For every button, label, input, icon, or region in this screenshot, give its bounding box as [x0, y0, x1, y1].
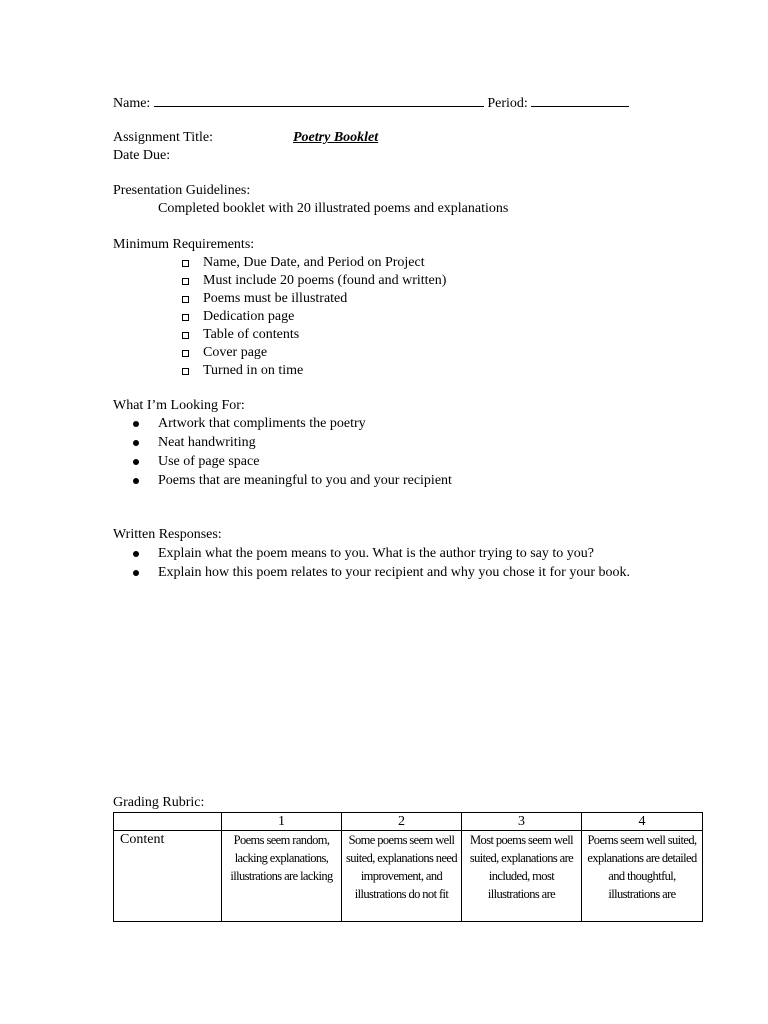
rubric-header-cell: [114, 813, 222, 831]
checkbox-icon: [182, 260, 189, 267]
list-item: Must include 20 poems (found and written): [180, 272, 446, 290]
checkbox-icon: [182, 350, 189, 357]
name-period-line: [113, 93, 629, 113]
looking-for-heading: What I’m Looking For:: [113, 398, 245, 413]
bullet-icon: [133, 570, 139, 576]
rubric-cell: Some poems seem well suited, explanations need improvement, and illustrations do not fit: [342, 831, 462, 922]
presentation-text: Completed booklet with 20 illustrated poems and explanations: [158, 201, 509, 216]
period-field[interactable]: [531, 93, 629, 107]
rubric-cell: Poems seem well suited, explanations are detailed and thoughtful, illustrations are: [582, 831, 703, 922]
rubric-header-row: [114, 813, 703, 831]
checkbox-icon: [182, 368, 189, 375]
rubric-header-cell: 4: [582, 813, 703, 831]
rubric-header-cell: 1: [222, 813, 342, 831]
name-label: Name:: [113, 96, 151, 111]
rubric-row-label: Content: [114, 831, 222, 922]
list-item: Poems must be illustrated: [180, 290, 446, 308]
list-item: Dedication page: [180, 308, 446, 326]
checkbox-icon: [182, 314, 189, 321]
assignment-title-line: [113, 129, 213, 147]
list-item: Name, Due Date, and Period on Project: [180, 254, 446, 272]
rubric-header-cell: 3: [462, 813, 582, 831]
bullet-icon: [133, 440, 139, 446]
bullet-icon: [133, 459, 139, 465]
rubric-cell: Most poems seem well suited, explanations are included, most illustrations are: [462, 831, 582, 922]
presentation-heading: Presentation Guidelines:: [113, 183, 251, 198]
bullet-icon: [133, 421, 139, 427]
requirements-list: [180, 254, 446, 380]
date-due-label: Date Due:: [113, 148, 171, 163]
requirements-heading: Minimum Requirements:: [113, 237, 255, 252]
list-item: Table of contents: [180, 326, 446, 344]
list-item: Use of page space: [131, 453, 452, 472]
period-label: Period:: [487, 96, 528, 111]
list-item: Explain how this poem relates to your recipient and why you chose it for your book.: [131, 564, 631, 583]
list-item: Cover page: [180, 344, 446, 362]
list-item: Explain what the poem means to you. What is the author trying to say to you?: [131, 545, 631, 564]
looking-for-list: [131, 415, 452, 491]
table-row: [114, 831, 703, 922]
list-item: Neat handwriting: [131, 434, 452, 453]
rubric-header-cell: 2: [342, 813, 462, 831]
assignment-title-label: Assignment Title:: [113, 130, 213, 145]
rubric-heading: Grading Rubric:: [113, 795, 205, 810]
written-list: [131, 545, 631, 583]
checkbox-icon: [182, 332, 189, 339]
checkbox-icon: [182, 278, 189, 285]
list-item: Turned in on time: [180, 362, 446, 380]
written-heading: Written Responses:: [113, 527, 222, 542]
rubric-table: [113, 812, 703, 922]
name-field[interactable]: [154, 93, 484, 107]
checkbox-icon: [182, 296, 189, 303]
bullet-icon: [133, 551, 139, 557]
rubric-cell: Poems seem random, lacking explanations, illustrations are lacking: [222, 831, 342, 922]
list-item: Poems that are meaningful to you and your recipient: [131, 472, 452, 491]
bullet-icon: [133, 478, 139, 484]
assignment-title: Poetry Booklet: [293, 130, 379, 145]
list-item: Artwork that compliments the poetry: [131, 415, 452, 434]
